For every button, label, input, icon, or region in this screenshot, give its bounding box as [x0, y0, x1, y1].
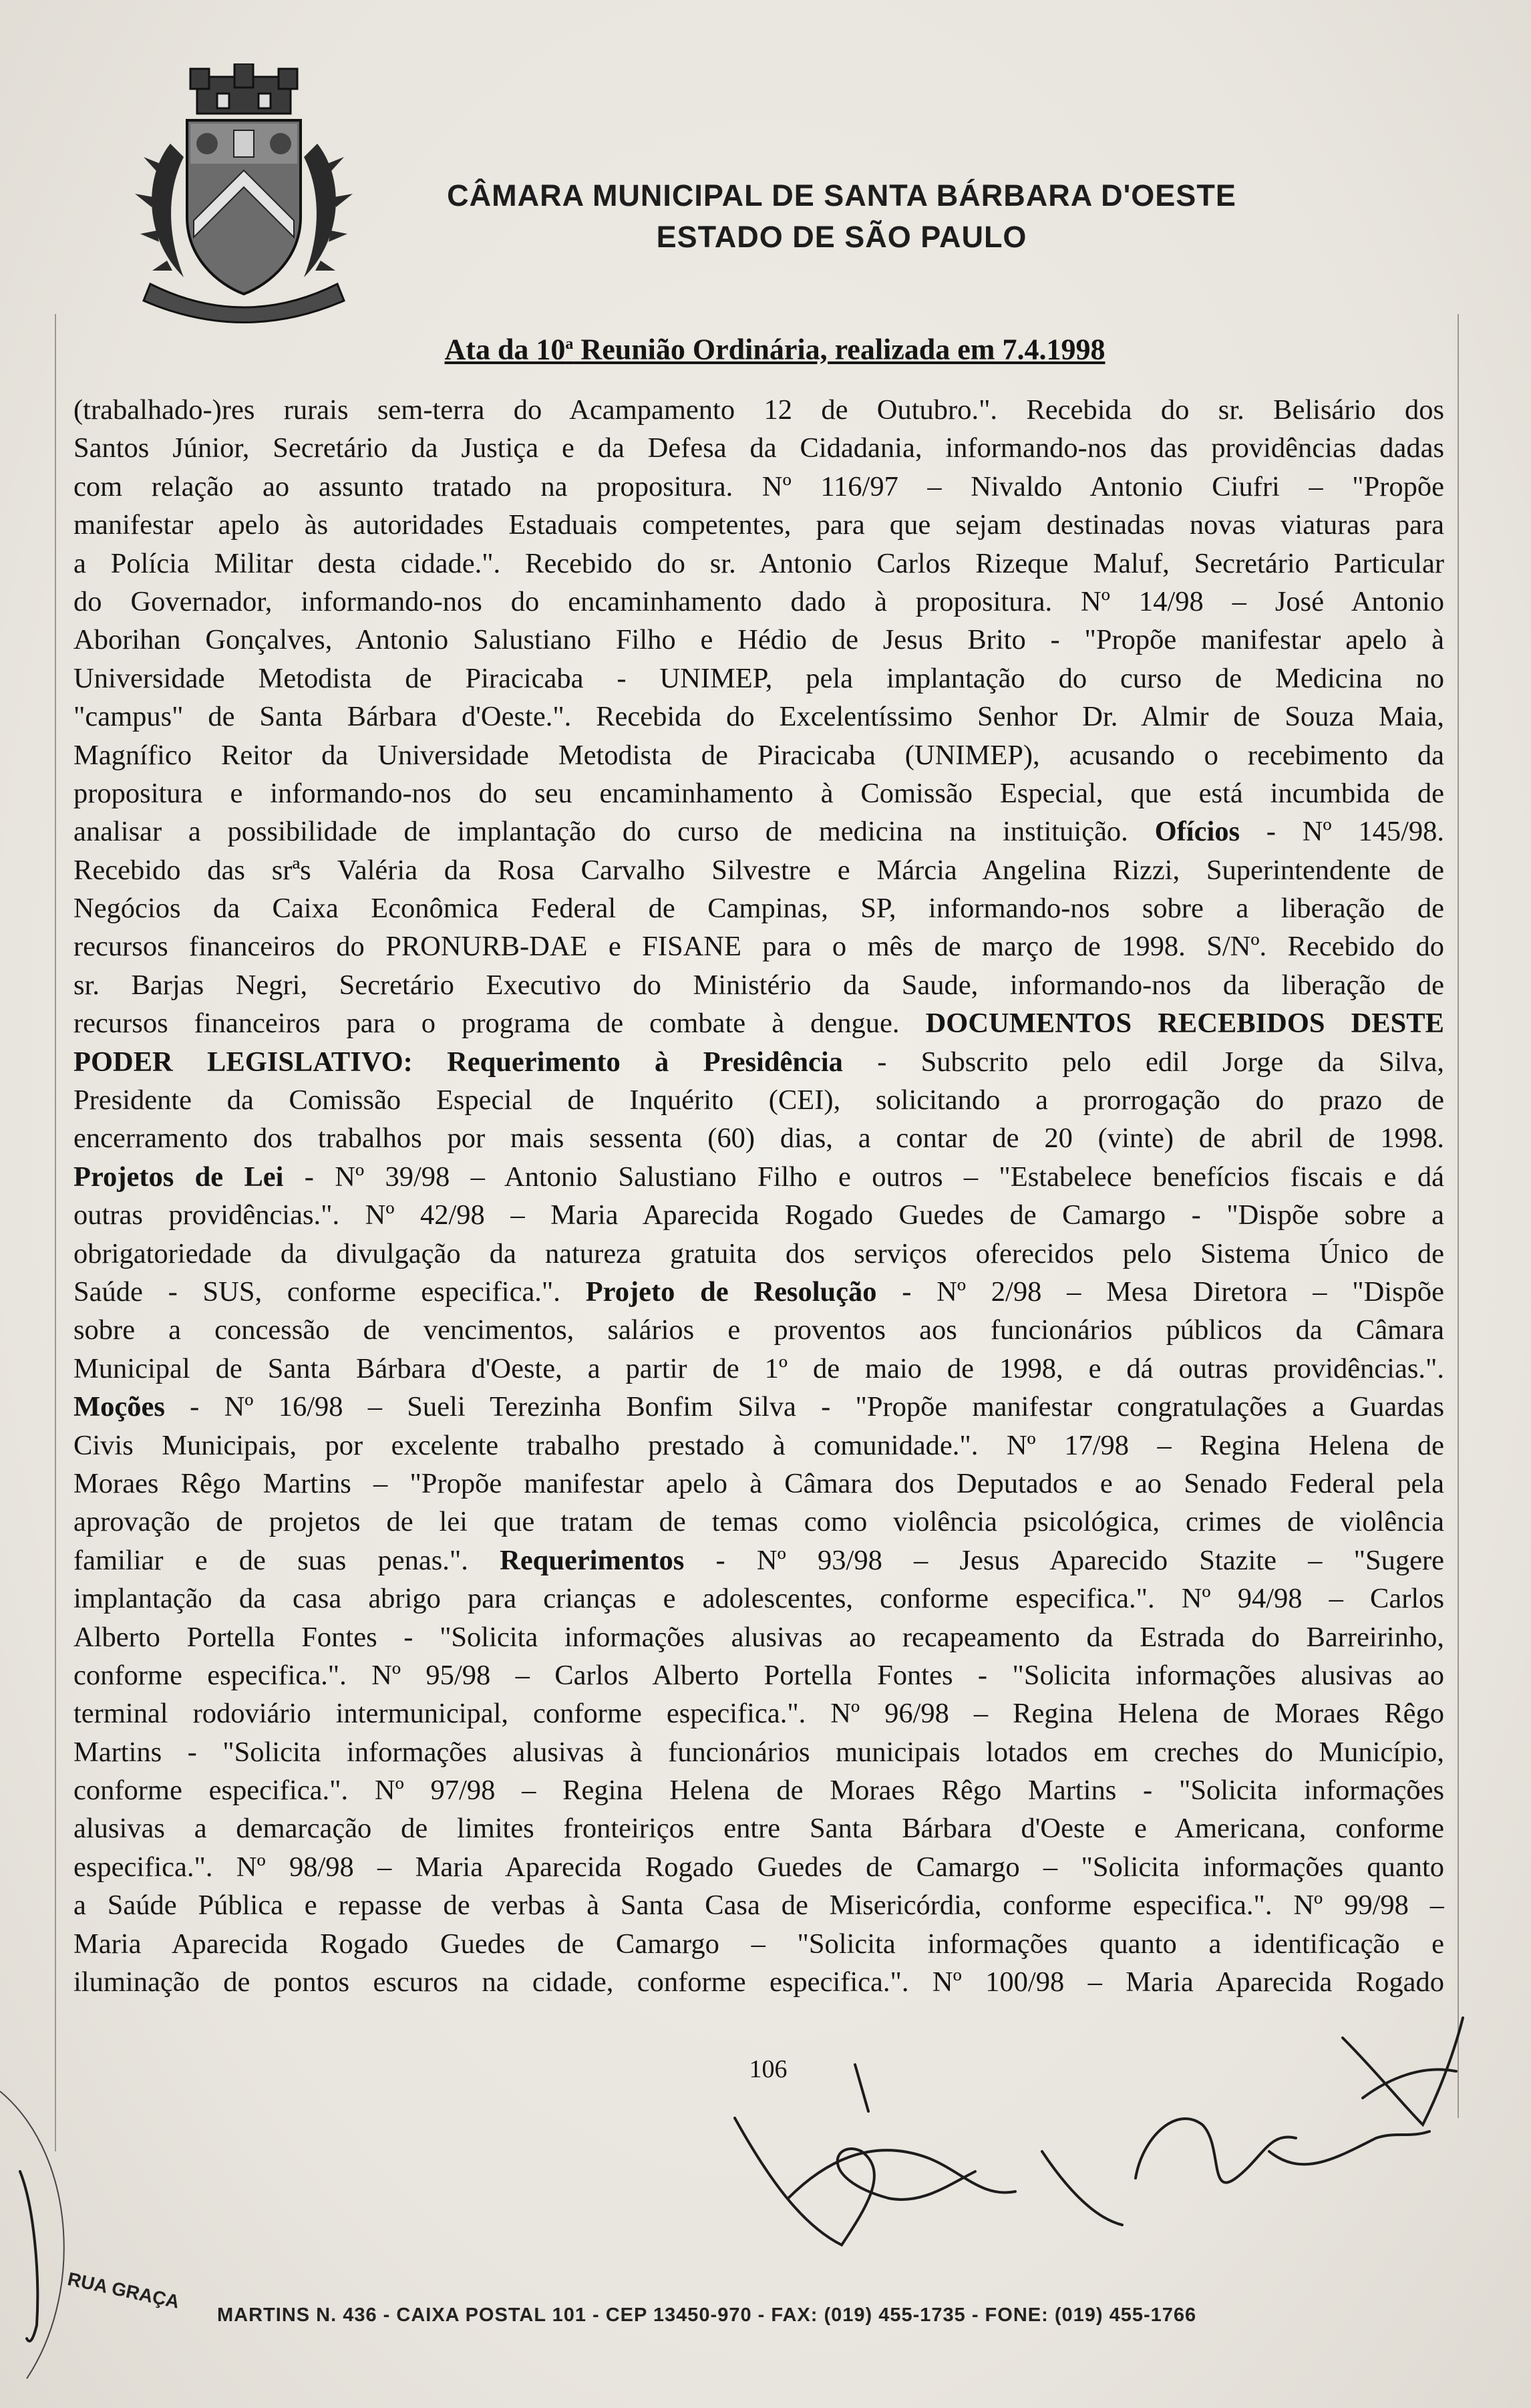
body-line: especifica.". Nº 98/98 – Maria Aparecida Rogado Guedes de Camargo – "Solicita informações quanto	[73, 1851, 1444, 1883]
body-line: Alberto Portella Fontes - "Solicita informações alusivas ao recapeamento da Estrada do Barreirinho,	[73, 1621, 1444, 1653]
body-line: Magnífico Reitor da Universidade Metodista de Piracicaba (UNIMEP), acusando o recebimento da	[73, 739, 1444, 771]
body-line: sobre a concessão de vencimentos, salários e proventos aos funcionários públicos da Câmara	[73, 1314, 1444, 1346]
body-line: recursos financeiros do PRONURB-DAE e FISANE para o mês de março de 1998. S/Nº. Recebido do	[73, 931, 1444, 963]
page-border-right	[1458, 314, 1459, 2118]
body-line: familiar e de suas penas.". Requerimentos - Nº 93/98 – Jesus Aparecido Stazite – "Sugere	[73, 1544, 1444, 1576]
body-line: analisar a possibilidade de implantação do curso de medicina na instituição. Ofícios - Nº 145/98.	[73, 816, 1444, 848]
page-border-left	[55, 314, 56, 2151]
body-line: Moções - Nº 16/98 – Sueli Terezinha Bonfim Silva - "Propõe manifestar congratulações a Guardas	[73, 1391, 1444, 1423]
minutes-body	[73, 391, 1444, 2001]
letterhead	[374, 175, 1309, 258]
body-line: obrigatoriedade da divulgação da natureza gratuita dos serviços oferecidos pelo Sistema Único de	[73, 1237, 1444, 1269]
body-line: Maria Aparecida Rogado Guedes de Camargo – "Solicita informações quanto a identificação e	[73, 1928, 1444, 1960]
body-line: Aborihan Gonçalves, Antonio Salustiano Filho e Hédio de Jesus Brito - "Propõe manifestar apelo à	[73, 624, 1444, 656]
footer-street: RUA GRAÇA	[65, 2268, 182, 2312]
page-number: 106	[749, 2055, 788, 2083]
document-title	[347, 324, 1202, 370]
state-name: ESTADO DE SÃO PAULO	[656, 220, 1027, 254]
body-line: Civis Municipais, por excelente trabalho prestado à comunidade.". Nº 17/98 – Regina Helena de	[73, 1429, 1444, 1461]
body-line: (trabalhado-)res rurais sem-terra do Acampamento 12 de Outubro.". Recebida do sr. Belisário dos	[73, 394, 1444, 426]
body-line: Saúde - SUS, conforme especifica.". Projeto de Resolução - Nº 2/98 – Mesa Diretora – "Dispõe	[73, 1275, 1444, 1308]
title-suffix: Reunião Ordinária, realizada em 7.4.1998	[573, 333, 1105, 366]
body-line: conforme especifica.". Nº 97/98 – Regina Helena de Moraes Rêgo Martins - "Solicita informações	[73, 1775, 1444, 1807]
body-line: aprovação de projetos de lei que tratam de temas como violência psicológica, crimes de violência	[73, 1506, 1444, 1538]
body-line: Universidade Metodista de Piracicaba - UNIMEP, pela implantação do curso de Medicina no	[73, 662, 1444, 694]
body-line: do Governador, informando-nos do encaminhamento dado à propositura. Nº 14/98 – José Antonio	[73, 585, 1444, 617]
title-superscript: a	[565, 335, 574, 353]
body-line: Santos Júnior, Secretário da Justiça e da Defesa da Cidadania, informando-nos das providências dadas	[73, 432, 1444, 464]
body-line: encerramento dos trabalhos por mais sessenta (60) dias, a contar de 20 (vinte) de abril de 1998.	[73, 1122, 1444, 1155]
body-line: "campus" de Santa Bárbara d'Oeste.". Recebida do Excelentíssimo Senhor Dr. Almir de Souza Maia,	[73, 701, 1444, 733]
title-prefix: Ata da 10	[444, 333, 566, 366]
body-line: PODER LEGISLATIVO: Requerimento à Presidência - Subscrito pelo edil Jorge da Silva,	[73, 1046, 1444, 1078]
body-line: Municipal de Santa Bárbara d'Oeste, a partir de 1º de maio de 1998, e dá outras providências.".	[73, 1352, 1444, 1384]
body-line: Martins - "Solicita informações alusivas à funcionários municipais lotados em creches do Município,	[73, 1736, 1444, 1768]
body-line: Moraes Rêgo Martins – "Propõe manifestar apelo à Câmara dos Deputados e ao Senado Federal pela	[73, 1467, 1444, 1499]
footer-address	[65, 2268, 1486, 2349]
body-line: outras providências.". Nº 42/98 – Maria Aparecida Rogado Guedes de Camargo - "Dispõe sobre a	[73, 1199, 1444, 1231]
footer-contact: MARTINS N. 436 - CAIXA POSTAL 101 - CEP 13450-970 - FAX: (019) 455-1735 - FONE: (019) 455-1766	[217, 2304, 1197, 2326]
body-line: a Saúde Pública e repasse de verbas à Santa Casa de Misericórdia, conforme especifica.". Nº 99/98 –	[73, 1890, 1444, 1922]
body-line: implantação da casa abrigo para crianças e adolescentes, conforme especifica.". Nº 94/98 – Carlos	[73, 1583, 1444, 1615]
body-line: Negócios da Caixa Econômica Federal de Campinas, SP, informando-nos sobre a liberação de	[73, 893, 1444, 925]
body-line: com relação ao assunto tratado na propositura. Nº 116/97 – Nivaldo Antonio Ciufri – "Propõe	[73, 470, 1444, 502]
body-line: Projetos de Lei - Nº 39/98 – Antonio Salustiano Filho e outros – "Estabelece benefícios fiscais e dá	[73, 1161, 1444, 1193]
body-line: terminal rodoviário intermunicipal, conforme especifica.". Nº 96/98 – Regina Helena de Moraes Rêgo	[73, 1698, 1444, 1730]
body-line: alusivas a demarcação de limites fronteiriços entre Santa Bárbara d'Oeste e Americana, conforme	[73, 1813, 1444, 1845]
body-line: manifestar apelo às autoridades Estaduais competentes, para que sejam destinadas novas viaturas para	[73, 509, 1444, 541]
body-line: Presidente da Comissão Especial de Inquérito (CEI), solicitando a prorrogação do prazo de	[73, 1084, 1444, 1116]
body-line: sr. Barjas Negri, Secretário Executivo do Ministério da Saude, informando-nos da liberação de	[73, 969, 1444, 1001]
body-line: Recebido das srªs Valéria da Rosa Carvalho Silvestre e Márcia Angelina Rizzi, Superintendente de	[73, 854, 1444, 886]
coat-of-arms-icon	[124, 63, 364, 324]
body-line: iluminação de pontos escuros na cidade, conforme especifica.". Nº 100/98 – Maria Aparecida Rogado	[73, 1966, 1444, 1998]
body-line: propositura e informando-nos do seu encaminhamento à Comissão Especial, que está incumbida de	[73, 777, 1444, 809]
body-line: recursos financeiros para o programa de combate à dengue. DOCUMENTOS RECEBIDOS DESTE	[73, 1008, 1444, 1040]
body-line: a Polícia Militar desta cidade.". Recebido do sr. Antonio Carlos Rizeque Maluf, Secretário Particular	[73, 547, 1444, 579]
body-line: conforme especifica.". Nº 95/98 – Carlos Alberto Portella Fontes - "Solicita informações alusivas ao	[73, 1659, 1444, 1691]
institution-name: CÂMARA MUNICIPAL DE SANTA BÁRBARA D'OESTE	[447, 178, 1236, 212]
